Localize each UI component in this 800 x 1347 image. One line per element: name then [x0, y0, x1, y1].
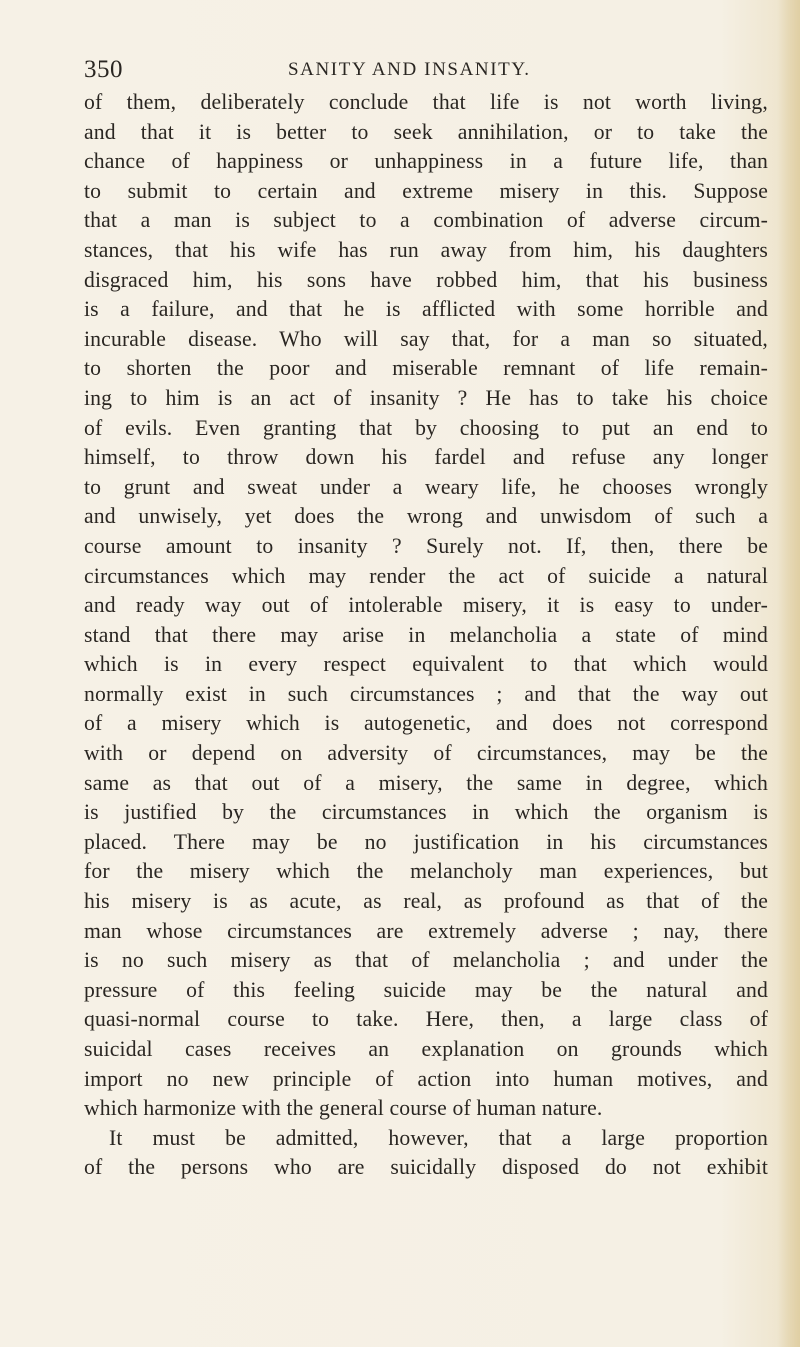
body-text	[84, 88, 768, 1183]
text-line: course amount to insanity ? Surely not. If, then, there be	[84, 533, 768, 558]
text-line: circumstances which may render the act of suicide a natural	[84, 563, 768, 588]
text-line: suicidal cases receives an explanation on grounds which	[84, 1037, 768, 1061]
text-line: quasi-normal course to take. Here, then, a large class of	[84, 1007, 768, 1032]
text-line: is justified by the circumstances in which the organism is	[84, 800, 768, 825]
text-line: of the persons who are suicidally disposed do not exhibit	[84, 1155, 768, 1180]
text-line: stand that there may arise in melancholia a state of mind	[84, 622, 768, 647]
text-line: of evils. Even granting that by choosing to put an end to	[84, 415, 768, 440]
text-line: and unwisely, yet does the wrong and unwisdom of such a	[84, 504, 768, 529]
text-line: to shorten the poor and miserable remnant of life remain-	[84, 356, 768, 381]
text-line: same as that out of a misery, the same in degree, which	[84, 770, 768, 795]
text-line: normally exist in such circumstances ; and that the way out	[84, 681, 768, 706]
text-line: that a man is subject to a combination of adverse circum-	[84, 208, 768, 233]
text-line: disgraced him, his sons have robbed him, that his business	[84, 267, 768, 292]
text-line: chance of happiness or unhappiness in a future life, than	[84, 149, 768, 174]
text-line: for the misery which the melancholy man experiences, but	[84, 859, 768, 884]
text-line: ing to him is an act of insanity ? He has to take his choice	[84, 385, 768, 410]
text-line: himself, to throw down his fardel and refuse any longer	[84, 445, 768, 470]
text-line: to submit to certain and extreme misery in this. Suppose	[84, 178, 768, 203]
text-line: which harmonize with the general course of human nature.	[84, 1096, 603, 1121]
text-line: of them, deliberately conclude that life is not worth living,	[84, 90, 768, 114]
page-number: 350	[84, 56, 123, 83]
text-line: is no such misery as that of melancholia ; and under the	[84, 948, 768, 973]
text-line: incurable disease. Who will say that, for a man so situated,	[84, 326, 768, 351]
text-line: pressure of this feeling suicide may be the natural and	[84, 977, 768, 1002]
text-line: It must be admitted, however, that a large proportion	[109, 1125, 768, 1150]
text-line: of a misery which is autogenetic, and does not correspond	[84, 711, 768, 736]
text-line: and that it is better to seek annihilation, or to take the	[84, 119, 768, 144]
text-line: is a failure, and that he is afflicted with some horrible and	[84, 297, 768, 322]
text-line: to grunt and sweat under a weary life, he chooses wrongly	[84, 474, 768, 499]
text-line: placed. There may be no justification in his circumstances	[84, 829, 768, 854]
text-line: which is in every respect equivalent to that which would	[84, 652, 768, 677]
page-edge-shadow	[778, 0, 800, 1347]
text-line: with or depend on adversity of circumstances, may be the	[84, 741, 768, 766]
page-header	[84, 56, 764, 88]
text-line: man whose circumstances are extremely adverse ; nay, there	[84, 918, 768, 943]
text-line: and ready way out of intolerable misery, it is easy to under-	[84, 593, 768, 618]
text-line: his misery is as acute, as real, as profound as that of the	[84, 889, 768, 914]
text-line: stances, that his wife has run away from him, his daughters	[84, 237, 768, 262]
running-title: SANITY AND INSANITY.	[288, 59, 531, 80]
text-line: import no new principle of action into human motives, and	[84, 1066, 768, 1091]
